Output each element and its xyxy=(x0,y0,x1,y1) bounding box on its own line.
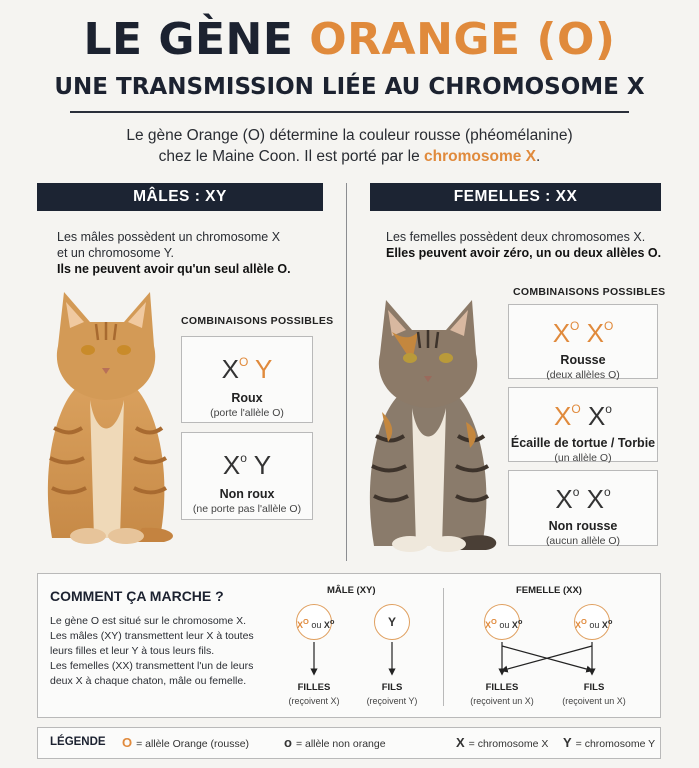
legend-item-x xyxy=(456,735,548,750)
combo-name: Non roux xyxy=(219,487,275,501)
tortoiseshell-tabby-cat-illustration xyxy=(352,292,502,554)
cat-eye-left xyxy=(403,353,417,363)
title-rule xyxy=(70,111,629,113)
allele-2: O xyxy=(603,319,614,333)
panel-divider xyxy=(443,588,444,706)
legend-text: = allèle Orange (rousse) xyxy=(136,738,250,750)
female-daughters-sub: (reçoivent un X) xyxy=(470,696,534,706)
combo-name: Roux xyxy=(231,391,263,405)
how-line-5: deux X à chaque chaton, mâle ou femelle. xyxy=(50,675,247,687)
female-sons-sub: (reçoivent un X) xyxy=(562,696,626,706)
how-line-1: Le gène O est situé sur le chromosome X. xyxy=(50,615,247,627)
male-sons-sub: (reçoivent Y) xyxy=(366,696,418,706)
how-line-2: Les mâles (XY) transmettent leur X à toutes xyxy=(50,630,254,642)
combo-name: Écaille de tortue / Torbie xyxy=(510,436,656,450)
legend-title: LÉGENDE xyxy=(50,736,106,748)
combo-sub: (aucun allèle O) xyxy=(545,535,621,547)
females-desc-line-1: Les femelles possèdent deux chromosomes X. xyxy=(386,230,646,244)
chromosome-y: Y xyxy=(255,354,273,384)
legend-text: = chromosome Y xyxy=(575,738,656,750)
section-divider xyxy=(346,183,347,561)
female-daughters-label: FILLES xyxy=(485,682,519,693)
male-sons-label: FILS xyxy=(381,682,403,693)
cat-paw-left xyxy=(70,528,106,544)
intro-line-2 xyxy=(40,146,659,167)
combo-sub: (porte l'allèle O) xyxy=(210,407,284,419)
title-highlight: ORANGE (O) xyxy=(309,14,616,65)
legend-item-non-orange xyxy=(284,735,386,750)
cat-eye-left xyxy=(81,345,95,355)
intro-chromosome-x: chromosome X xyxy=(424,148,537,165)
legend-symbol: O xyxy=(122,735,133,750)
female-sons-label: FILS xyxy=(583,682,605,693)
males-desc-line-1: Les mâles possèdent un chromosome X xyxy=(57,230,281,244)
intro-line-2-prefix: chez le Maine Coon. Il est porté par le xyxy=(158,148,420,165)
page-subtitle: UNE TRANSMISSION LIÉE AU CHROMOSOME X xyxy=(54,74,645,100)
legend-symbol: Y xyxy=(563,735,572,750)
chromosome-x: X xyxy=(221,354,239,384)
allele-1: o xyxy=(572,485,580,499)
female-arrows xyxy=(478,640,618,680)
legend-text: = chromosome X xyxy=(468,738,549,750)
female-x-circle-1: $X^O$ ou $X^o$ xyxy=(484,604,520,640)
chromosome-x: X xyxy=(222,450,241,480)
male-combo-card-roux xyxy=(181,336,313,423)
females-header: FEMELLES : XX xyxy=(370,183,661,211)
allele-1: O xyxy=(570,319,580,333)
males-combos-label: COMBINAISONS POSSIBLES xyxy=(181,315,334,327)
males-desc-bold: Ils ne peuvent avoir qu'un seul allèle O. xyxy=(57,262,291,276)
cat-paw-right xyxy=(430,536,466,552)
legend-symbol: o xyxy=(284,735,292,750)
male-arrows xyxy=(290,640,420,680)
male-daughters-sub: (reçoivent X) xyxy=(288,696,340,706)
genotype: $X^O$ $X^O$ xyxy=(552,318,614,348)
genotype: $X^o$ $X^o$ xyxy=(555,484,611,514)
female-combo-card-rousse xyxy=(508,304,658,379)
combo-sub: (deux allèles O) xyxy=(546,369,620,381)
allele-1: O xyxy=(571,402,581,416)
female-combo-card-non-rousse xyxy=(508,470,658,546)
how-title: COMMENT ÇA MARCHE ? xyxy=(50,588,224,604)
females-desc-bold: Elles peuvent avoir zéro, un ou deux allèles O. xyxy=(386,246,662,260)
combo-name: Rousse xyxy=(560,353,606,367)
combo-sub: (ne porte pas l'allèle O) xyxy=(192,503,302,515)
how-line-4: Les femelles (XX) transmettent l'un de leurs xyxy=(50,660,254,672)
orange-tabby-cat-illustration xyxy=(32,288,180,546)
cat-paw-right xyxy=(108,528,144,544)
combo-sub: (un allèle O) xyxy=(554,452,612,464)
cat-paw-left xyxy=(392,536,428,552)
genotype xyxy=(182,347,312,384)
allele-2: o xyxy=(603,485,611,499)
how-text xyxy=(50,614,280,689)
male-y-circle: Y xyxy=(374,604,410,640)
allele-2: o xyxy=(605,402,612,416)
intro-text xyxy=(40,125,659,167)
genotype: $X^O$ $X^o$ xyxy=(554,401,612,431)
cat-eye-right xyxy=(117,345,131,355)
female-diagram-title: FEMELLE (XX) xyxy=(516,585,582,596)
males-header: MÂLES : XY xyxy=(37,183,323,211)
ou-label: ou xyxy=(311,620,322,630)
page-title xyxy=(0,14,699,65)
male-combo-card-non-roux xyxy=(181,432,313,520)
combo-name: Non rousse xyxy=(548,519,618,533)
intro-period: . xyxy=(536,148,541,165)
intro-line-1: Le gène Orange (O) détermine la couleur rousse (phéomélanine) xyxy=(126,127,573,144)
genotype xyxy=(182,443,312,480)
male-daughters-label: FILLES xyxy=(297,682,331,693)
female-x-circle-2: $X^O$ ou $X^o$ xyxy=(574,604,610,640)
females-description xyxy=(386,229,666,261)
legend-symbol: X xyxy=(456,735,465,750)
males-description xyxy=(57,229,327,277)
legend-item-y xyxy=(563,735,655,750)
allele: o xyxy=(240,451,247,465)
female-combo-card-tortie xyxy=(508,387,658,462)
title-prefix: LE GÈNE xyxy=(83,14,294,65)
male-diagram-title: MÂLE (XY) xyxy=(327,585,376,596)
allele: O xyxy=(238,355,249,369)
legend-text: = allèle non orange xyxy=(295,738,386,750)
females-combos-label: COMBINAISONS POSSIBLES xyxy=(513,286,666,298)
how-line-3: leurs filles et leur Y à tous leurs fils. xyxy=(50,645,215,657)
males-desc-line-2: et un chromosome Y. xyxy=(57,246,174,260)
male-x-circle: $X^O$ ou $X^o$ xyxy=(296,604,332,640)
chromosome-y: Y xyxy=(253,450,272,480)
legend-item-orange xyxy=(122,735,249,750)
cat-eye-right xyxy=(439,353,453,363)
